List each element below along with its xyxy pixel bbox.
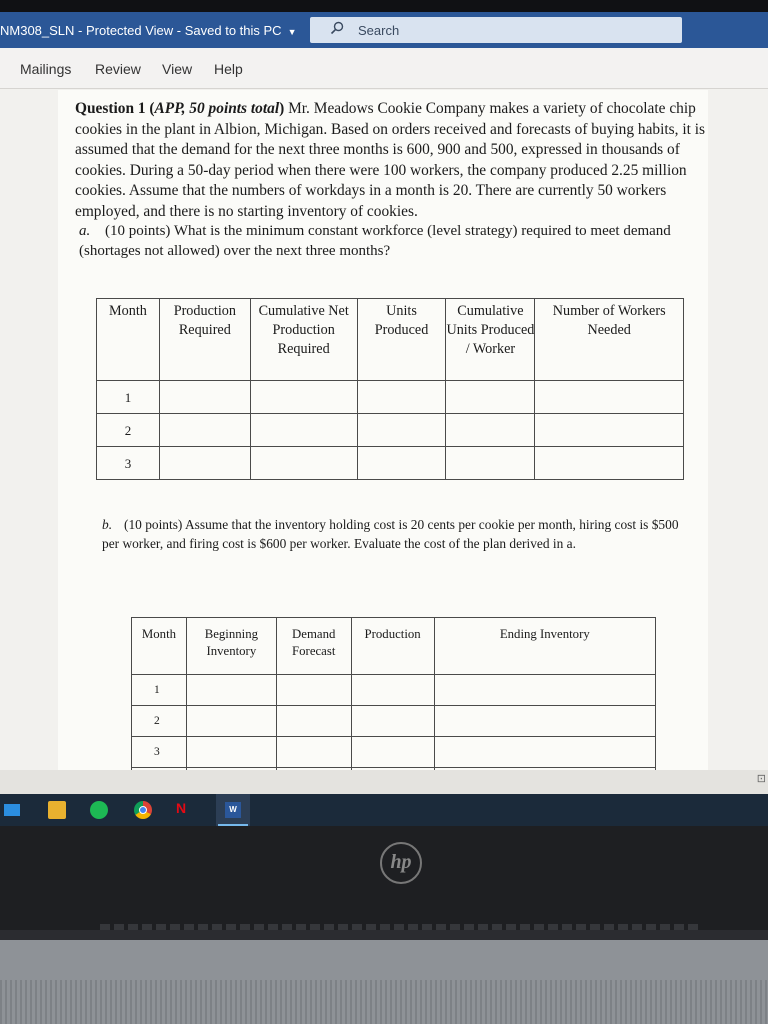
table-header: Production Required bbox=[159, 299, 250, 381]
level-strategy-table bbox=[96, 298, 684, 480]
table-cell[interactable] bbox=[276, 706, 351, 737]
file-explorer-icon[interactable] bbox=[48, 801, 66, 819]
table-cell[interactable] bbox=[186, 706, 276, 737]
table-cell[interactable] bbox=[535, 381, 684, 414]
table-cell[interactable] bbox=[357, 447, 446, 480]
spotify-icon[interactable] bbox=[90, 801, 108, 819]
month-cell: 2 bbox=[132, 706, 187, 737]
laptop-hinge bbox=[0, 930, 768, 940]
table-cell[interactable] bbox=[446, 447, 535, 480]
laptop-deck bbox=[0, 940, 768, 1024]
part-a-label: a. bbox=[79, 223, 91, 239]
table-header-row bbox=[97, 299, 684, 381]
hp-logo: hp bbox=[380, 842, 422, 884]
table-header: Cumulative Units Produced / Worker bbox=[446, 299, 535, 381]
tab-help[interactable]: Help bbox=[214, 61, 243, 77]
month-cell: 2 bbox=[97, 414, 160, 447]
chevron-down-icon[interactable]: ▼ bbox=[287, 27, 297, 37]
table-header: Number of Workers Needed bbox=[535, 299, 684, 381]
tab-review[interactable]: Review bbox=[95, 61, 141, 77]
table-cell[interactable] bbox=[159, 447, 250, 480]
table-cell[interactable] bbox=[535, 447, 684, 480]
table-cell[interactable] bbox=[159, 414, 250, 447]
part-b-label: b. bbox=[102, 517, 113, 532]
search-icon bbox=[330, 21, 344, 35]
table-row bbox=[132, 675, 656, 706]
table-header: Demand Forecast bbox=[276, 618, 351, 675]
search-box[interactable] bbox=[310, 17, 682, 43]
chrome-icon[interactable] bbox=[134, 801, 152, 819]
table-header: Month bbox=[132, 618, 187, 675]
table-cell[interactable] bbox=[186, 675, 276, 706]
table-cell[interactable] bbox=[351, 737, 434, 768]
mail-icon[interactable] bbox=[4, 804, 20, 816]
title-bar bbox=[0, 12, 768, 48]
table-cell[interactable] bbox=[535, 414, 684, 447]
word-glyph: W bbox=[225, 802, 241, 818]
table-cell[interactable] bbox=[446, 414, 535, 447]
table-header: Month bbox=[97, 299, 160, 381]
part-a bbox=[79, 221, 699, 261]
document-canvas-edge bbox=[0, 770, 768, 794]
taskbar bbox=[0, 794, 768, 826]
table-cell[interactable] bbox=[446, 381, 535, 414]
table-row bbox=[97, 447, 684, 480]
table-row bbox=[132, 706, 656, 737]
table-header: Cumulative Net Production Required bbox=[250, 299, 357, 381]
inventory-cost-table bbox=[131, 617, 656, 787]
question-lead: Question 1 ( bbox=[75, 100, 155, 117]
table-cell[interactable] bbox=[357, 414, 446, 447]
month-cell: 3 bbox=[97, 447, 160, 480]
word-icon[interactable] bbox=[216, 794, 250, 826]
table-cell[interactable] bbox=[357, 381, 446, 414]
question-1-text bbox=[75, 99, 707, 222]
top-bezel bbox=[0, 0, 768, 12]
table-cell[interactable] bbox=[250, 381, 357, 414]
table-row bbox=[132, 737, 656, 768]
part-b bbox=[102, 515, 682, 553]
tab-mailings[interactable]: Mailings bbox=[20, 61, 72, 77]
table-cell[interactable] bbox=[250, 447, 357, 480]
part-b-text: (10 points) Assume that the inventory holding cost is 20 cents per cookie per month, hiring cost is $500 per worker, and firing cost is $600 per worker. Evaluate the cost of the plan derived in a. bbox=[102, 517, 679, 551]
month-cell: 1 bbox=[132, 675, 187, 706]
speaker-grille bbox=[0, 980, 768, 1024]
table-row bbox=[97, 414, 684, 447]
table-header: Production bbox=[351, 618, 434, 675]
table-cell[interactable] bbox=[186, 737, 276, 768]
table-cell[interactable] bbox=[434, 706, 655, 737]
month-cell: 3 bbox=[132, 737, 187, 768]
table-cell[interactable] bbox=[159, 381, 250, 414]
table-cell[interactable] bbox=[276, 737, 351, 768]
question-body: Mr. Meadows Cookie Company makes a variety of chocolate chip cookies in the plant in Albion, Michigan. Based on orders received and forecasts of buying habits, it is assumed that the demand for the next three months is 600, 900 and 500, expressed in thousands of cookies. During a 50-day period when there were 100 workers, the company produced 2.25 million cookies. Assume that the numbers of workdays in a month is 20. There are currently 50 workers employed, and there is no starting inventory of cookies. bbox=[75, 100, 706, 220]
document-title[interactable] bbox=[0, 23, 296, 38]
table-cell[interactable] bbox=[276, 675, 351, 706]
document-title-text: NM308_SLN - Protected View - Saved to this PC bbox=[0, 23, 282, 38]
table-header: Units Produced bbox=[357, 299, 446, 381]
question-points: APP, 50 points total bbox=[154, 100, 280, 117]
table-header: Ending Inventory bbox=[434, 618, 655, 675]
table-cell[interactable] bbox=[351, 675, 434, 706]
resize-icon: ⊡ bbox=[756, 773, 766, 785]
table-cell[interactable] bbox=[434, 737, 655, 768]
search-placeholder: Search bbox=[358, 23, 400, 38]
table-cell[interactable] bbox=[434, 675, 655, 706]
table-header-row bbox=[132, 618, 656, 675]
table-cell[interactable] bbox=[250, 414, 357, 447]
table-row bbox=[97, 381, 684, 414]
month-cell: 1 bbox=[97, 381, 160, 414]
ribbon-tabs bbox=[0, 48, 768, 89]
tab-view[interactable]: View bbox=[162, 61, 193, 77]
table-header: Beginning Inventory bbox=[186, 618, 276, 675]
question-lead-close: ) bbox=[279, 100, 285, 117]
table-cell[interactable] bbox=[351, 706, 434, 737]
netflix-icon[interactable]: N bbox=[176, 800, 187, 816]
part-a-text: (10 points) What is the minimum constant workforce (level strategy) required to meet demand (shortages not allowed) over the next three months? bbox=[79, 223, 671, 259]
